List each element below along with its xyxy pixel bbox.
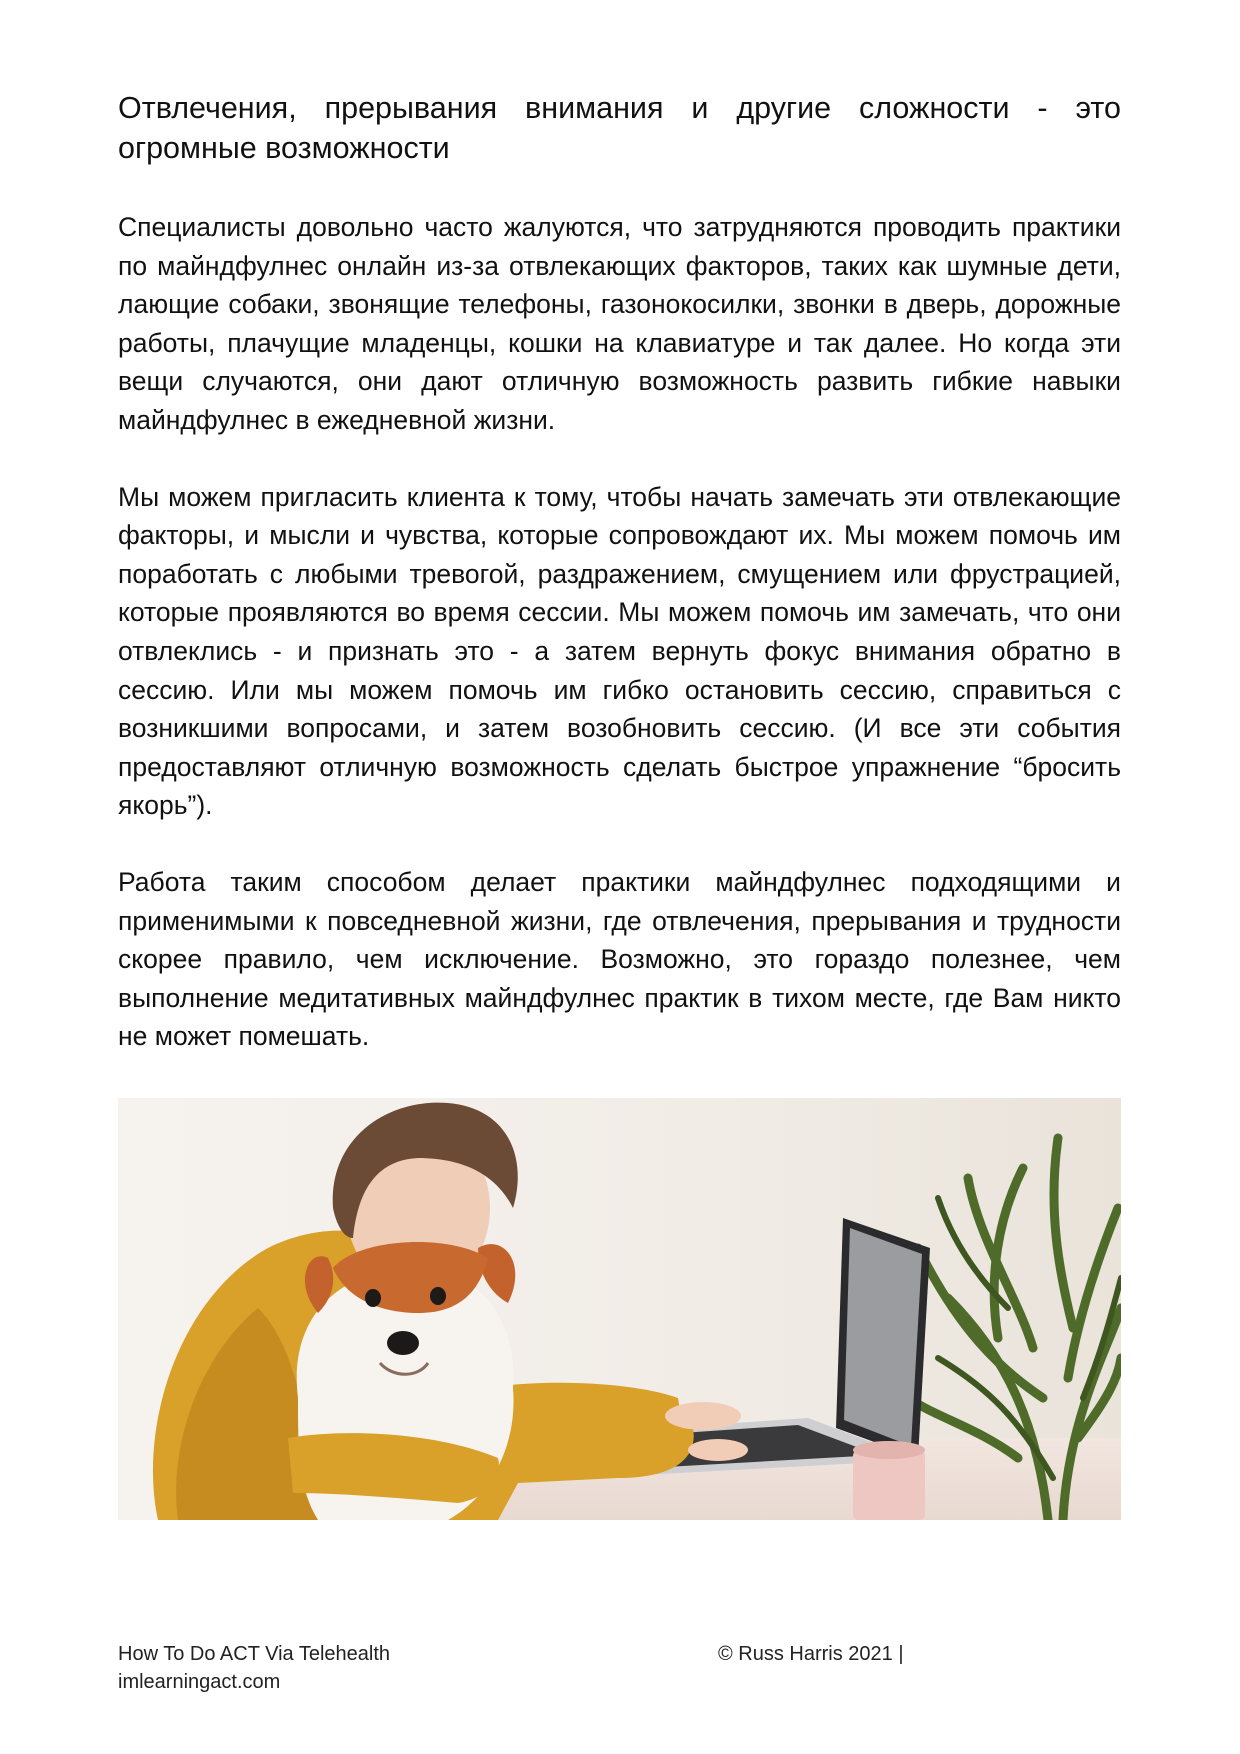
dog-eye-left (365, 1289, 381, 1307)
footer-title: How To Do ACT Via Telehealth (118, 1643, 391, 1665)
footer-right (718, 1640, 904, 1668)
paragraph-3: Работа таким способом делает практики майндфулнес подходящими и применимыми к повседневной жизни, где отвлечения, прерывания и трудности скорее правило, чем исключение. Возможно, это гораздо полезнее, чем выполнение медитативных майндфулнес практик в тихом месте, где Вам никто не может помешать. (118, 866, 1121, 1052)
dog-eye-right (430, 1287, 446, 1305)
dog-nose (387, 1331, 419, 1355)
section-heading: Отвлечения, прерывания внимания и другие сложности - это огромные возможности (118, 91, 1121, 165)
woman-hand (665, 1402, 741, 1430)
footer-copyright: © Russ Harris 2021 | (718, 1643, 904, 1665)
paragraph-2: Мы можем пригласить клиента к тому, чтобы начать замечать эти отвлекающие факторы, и мысли и чувства, которые сопровождают их. Мы можем помочь им поработать с любыми тревогой, раздражением, смущением или фрустрацией, которые проявляются во время сессии. Мы можем помочь им замечать, что они отвлеклись - и признать это - а затем вернуть фокус внимания обратно в сессию. Или мы можем помочь им гибко остановить сессию, справиться с возникшими вопросами, и затем возобновить сессию. (И все эти события предоставляют отличную возможность сделать быстрое упражнение “бросить якорь”). (118, 481, 1121, 821)
paragraph-1: Специалисты довольно часто жалуются, что затрудняются проводить практики по майндфулнес онлайн из-за отвлекающих факторов, таких как шумные дети, лающие собаки, звонящие телефоны, газонокосилки, звонки в дверь, дорожные работы, плачущие младенцы, кошки на клавиатуре и так далее. Но когда эти вещи случаются, они дают отличную возможность развить гибкие навыки майндфулнес в ежедневной жизни. (118, 212, 1121, 435)
laptop-display (844, 1228, 922, 1446)
footer-left (118, 1640, 390, 1696)
pink-mug (853, 1450, 925, 1520)
photo-woman-with-dog-at-laptop (118, 1098, 1121, 1520)
footer-site: imlearningact.com (118, 1671, 281, 1693)
main-content (118, 88, 1121, 1094)
